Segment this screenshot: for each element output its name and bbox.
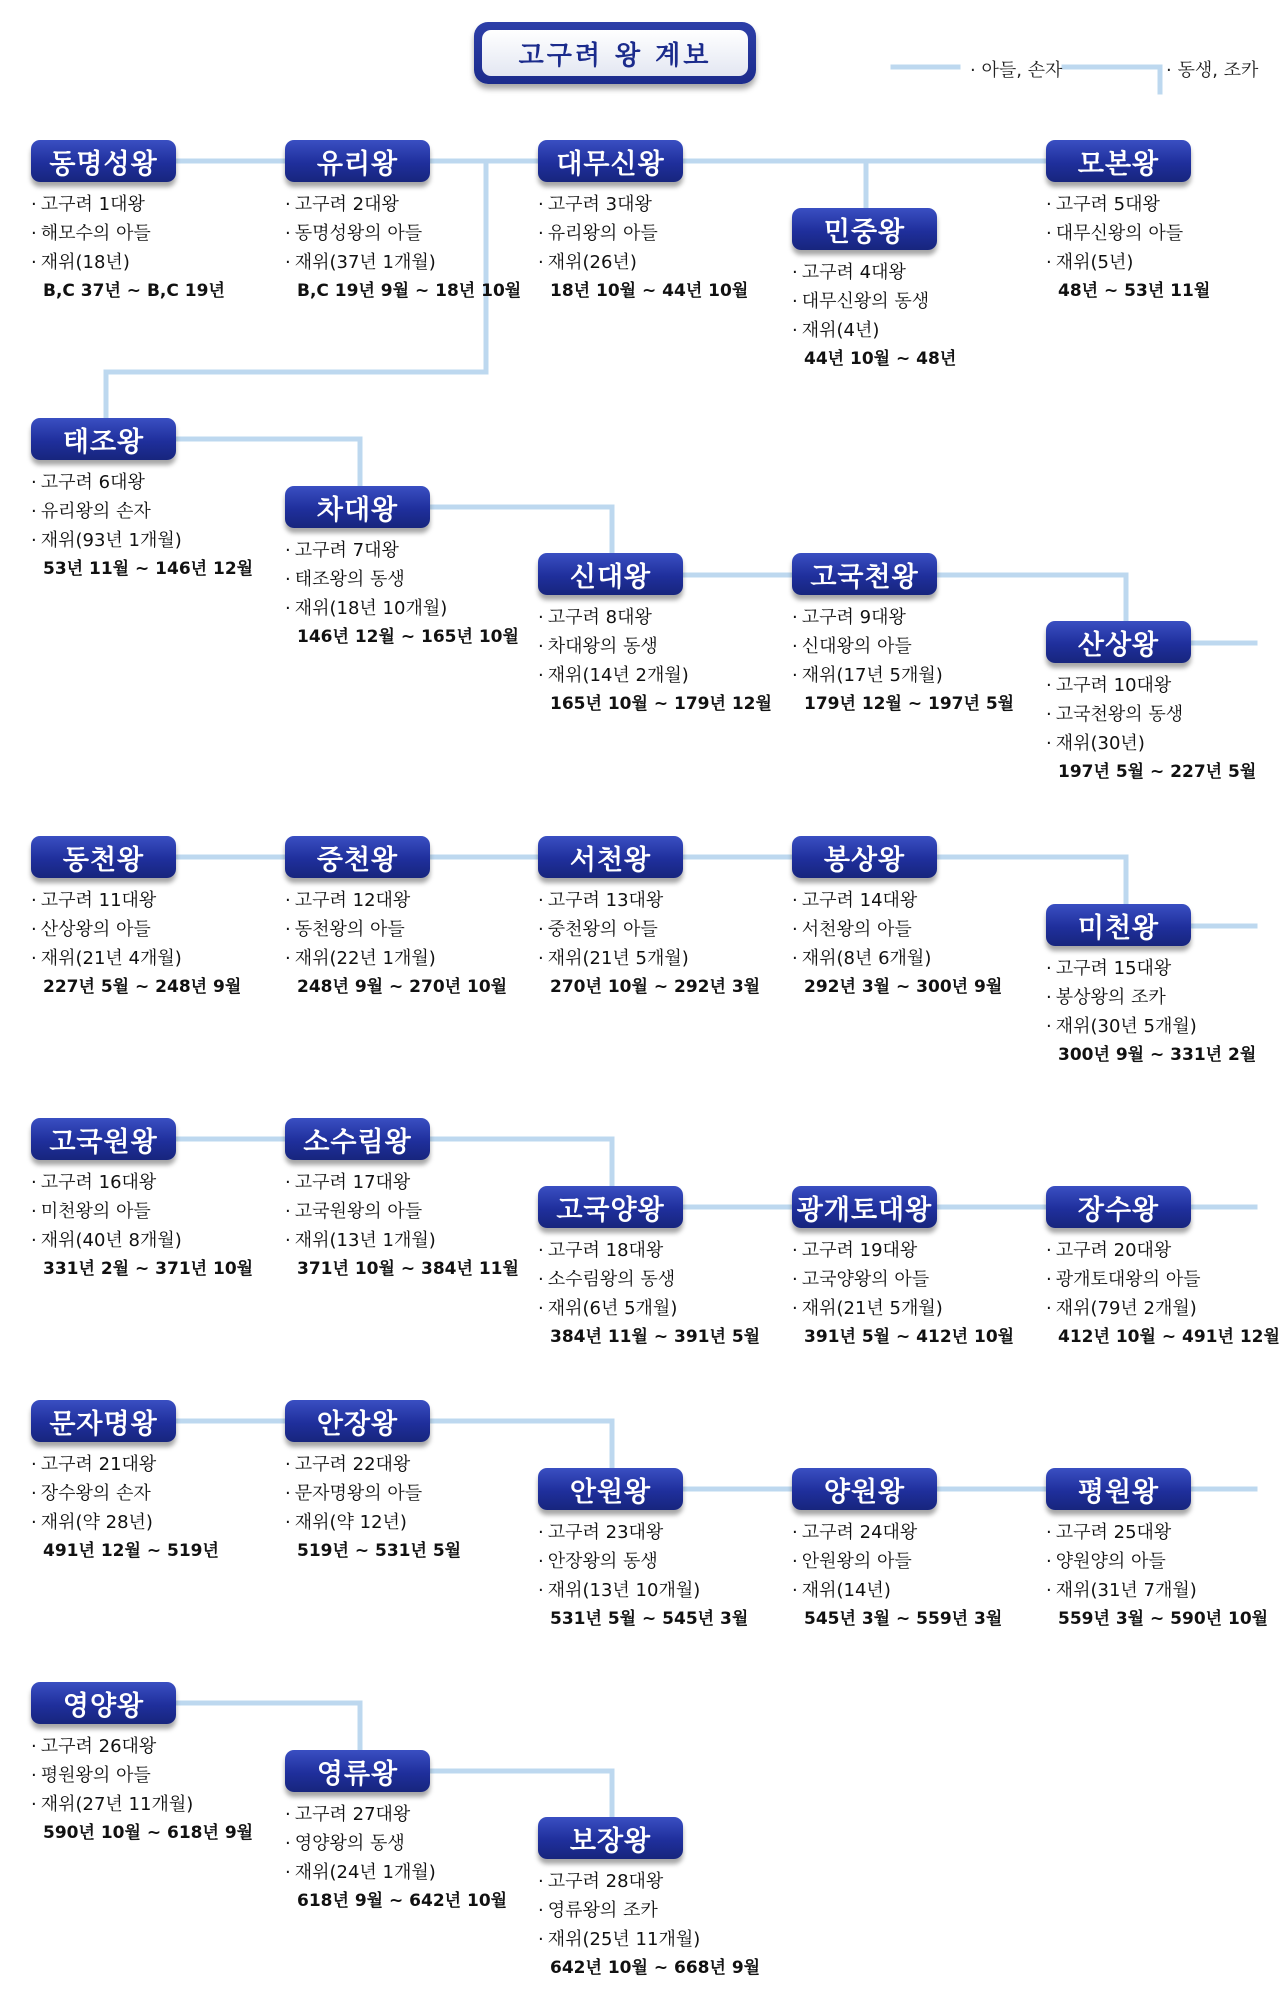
king-name-badge: 대무신왕 xyxy=(538,140,683,182)
king-period: 179년 12월 ~ 197년 5월 xyxy=(804,694,1015,714)
king-period: 53년 11월 ~ 146년 12월 xyxy=(43,559,254,579)
king-relation: · 양원양의 아들 xyxy=(1046,1551,1166,1572)
king-order: · 고구려 25대왕 xyxy=(1046,1522,1172,1543)
king-order: · 고구려 22대왕 xyxy=(285,1454,411,1475)
king-reign: · 재위(30년) xyxy=(1046,733,1145,754)
king-period: 292년 3월 ~ 300년 9월 xyxy=(804,977,1003,997)
king-reign: · 재위(93년 1개월) xyxy=(31,530,182,551)
king-reign: · 재위(27년 11개월) xyxy=(31,1794,194,1815)
king-relation: · 영류왕의 조카 xyxy=(538,1900,658,1921)
king-info xyxy=(1046,954,1256,1070)
king-period: B,C 37년 ~ B,C 19년 xyxy=(43,281,225,301)
king-order: · 고구려 19대왕 xyxy=(792,1240,918,1261)
king-name-badge: 광개토대왕 xyxy=(792,1186,937,1228)
king-relation: · 산상왕의 아들 xyxy=(31,919,151,940)
king-entry xyxy=(1046,1468,1268,1634)
king-period: 270년 10월 ~ 292년 3월 xyxy=(550,977,761,997)
king-info xyxy=(1046,1518,1268,1634)
king-order: · 고구려 15대왕 xyxy=(1046,958,1172,979)
king-info xyxy=(792,258,956,374)
king-entry xyxy=(31,418,253,584)
king-entry xyxy=(285,1118,519,1284)
king-entry xyxy=(285,486,519,652)
king-reign: · 재위(21년 5개월) xyxy=(792,1298,943,1319)
king-order: · 고구려 7대왕 xyxy=(285,540,399,561)
king-reign: · 재위(22년 1개월) xyxy=(285,948,436,969)
king-info xyxy=(31,1732,253,1848)
king-relation: · 봉상왕의 조카 xyxy=(1046,987,1166,1008)
king-order: · 고구려 27대왕 xyxy=(285,1804,411,1825)
king-period: 146년 12월 ~ 165년 10월 xyxy=(297,627,519,647)
king-name-badge: 산상왕 xyxy=(1046,621,1191,663)
king-relation: · 고국양왕의 아들 xyxy=(792,1269,930,1290)
king-order: · 고구려 16대왕 xyxy=(31,1172,157,1193)
king-reign: · 재위(25년 11개월) xyxy=(538,1929,701,1950)
king-period: 300년 9월 ~ 331년 2월 xyxy=(1058,1045,1257,1065)
king-info xyxy=(31,468,253,584)
king-name-badge: 중천왕 xyxy=(285,836,430,878)
king-relation: · 대무신왕의 아들 xyxy=(1046,223,1184,244)
king-info xyxy=(285,1800,507,1916)
king-reign: · 재위(26년) xyxy=(538,252,637,273)
king-name-badge: 고국천왕 xyxy=(792,553,937,595)
king-name-badge: 모본왕 xyxy=(1046,140,1191,182)
king-name-badge: 서천왕 xyxy=(538,836,683,878)
king-name-badge: 문자명왕 xyxy=(31,1400,176,1442)
king-name-badge: 영류왕 xyxy=(285,1750,430,1792)
king-entry xyxy=(538,1186,760,1352)
king-info xyxy=(792,1518,1002,1634)
king-order: · 고구려 5대왕 xyxy=(1046,194,1160,215)
king-name-badge: 태조왕 xyxy=(31,418,176,460)
king-info xyxy=(285,1168,519,1284)
king-reign: · 재위(18년 10개월) xyxy=(285,598,448,619)
king-order: · 고구려 11대왕 xyxy=(31,890,157,911)
king-reign: · 재위(14년 2개월) xyxy=(538,665,689,686)
king-name-badge: 영양왕 xyxy=(31,1682,176,1724)
king-period: 331년 2월 ~ 371년 10월 xyxy=(43,1259,254,1279)
king-name-badge: 소수림왕 xyxy=(285,1118,430,1160)
king-period: 618년 9월 ~ 642년 10월 xyxy=(297,1891,508,1911)
king-reign: · 재위(30년 5개월) xyxy=(1046,1016,1197,1037)
king-info xyxy=(31,886,241,1002)
king-entry xyxy=(792,208,956,374)
king-relation: · 안장왕의 동생 xyxy=(538,1551,658,1572)
king-relation: · 영양왕의 동생 xyxy=(285,1833,405,1854)
page-title: 고구려 왕 계보 xyxy=(482,30,748,76)
king-relation: · 광개토대왕의 아들 xyxy=(1046,1269,1201,1290)
king-order: · 고구려 14대왕 xyxy=(792,890,918,911)
king-period: 545년 3월 ~ 559년 3월 xyxy=(804,1609,1003,1629)
king-order: · 고구려 4대왕 xyxy=(792,262,906,283)
king-order: · 고구려 1대왕 xyxy=(31,194,145,215)
king-info xyxy=(31,1450,219,1566)
king-period: 519년 ~ 531년 5월 xyxy=(297,1541,462,1561)
king-reign: · 재위(13년 10개월) xyxy=(538,1580,701,1601)
king-order: · 고구려 6대왕 xyxy=(31,472,145,493)
king-relation: · 미천왕의 아들 xyxy=(31,1201,151,1222)
king-entry xyxy=(538,836,760,1002)
king-period: 197년 5월 ~ 227년 5월 xyxy=(1058,762,1257,782)
king-reign: · 재위(31년 7개월) xyxy=(1046,1580,1197,1601)
king-period: 227년 5월 ~ 248년 9월 xyxy=(43,977,242,997)
king-entry xyxy=(31,1400,219,1566)
king-reign: · 재위(79년 2개월) xyxy=(1046,1298,1197,1319)
king-info xyxy=(538,1236,760,1352)
king-relation: · 유리왕의 손자 xyxy=(31,501,151,522)
king-reign: · 재위(약 28년) xyxy=(31,1512,153,1533)
king-entry xyxy=(1046,621,1256,787)
king-info xyxy=(285,190,521,306)
king-relation: · 안원왕의 아들 xyxy=(792,1551,912,1572)
king-period: 642년 10월 ~ 668년 9월 xyxy=(550,1958,761,1978)
king-name-badge: 봉상왕 xyxy=(792,836,937,878)
legend-son-label: · 아들, 손자 xyxy=(970,60,1063,81)
king-entry xyxy=(538,1468,748,1634)
king-reign: · 재위(18년) xyxy=(31,252,130,273)
king-order: · 고구려 26대왕 xyxy=(31,1736,157,1757)
king-order: · 고구려 24대왕 xyxy=(792,1522,918,1543)
king-entry xyxy=(1046,1186,1280,1352)
king-info xyxy=(1046,1236,1280,1352)
title-box xyxy=(474,22,756,84)
king-period: 248년 9월 ~ 270년 10월 xyxy=(297,977,508,997)
king-reign: · 재위(4년) xyxy=(792,320,880,341)
king-period: 590년 10월 ~ 618년 9월 xyxy=(43,1823,254,1843)
king-name-badge: 장수왕 xyxy=(1046,1186,1191,1228)
king-entry xyxy=(792,836,1002,1002)
king-info xyxy=(792,886,1002,1002)
king-entry xyxy=(1046,904,1256,1070)
king-relation: · 태조왕의 동생 xyxy=(285,569,405,590)
king-reign: · 재위(37년 1개월) xyxy=(285,252,436,273)
king-entry xyxy=(285,140,521,306)
king-entry xyxy=(538,1817,760,1983)
king-relation: · 중천왕의 아들 xyxy=(538,919,658,940)
king-name-badge: 안장왕 xyxy=(285,1400,430,1442)
king-order: · 고구려 12대왕 xyxy=(285,890,411,911)
legend-sibling-label: · 동생, 조카 xyxy=(1166,60,1259,81)
king-name-badge: 차대왕 xyxy=(285,486,430,528)
king-name-badge: 동천왕 xyxy=(31,836,176,878)
king-relation: · 서천왕의 아들 xyxy=(792,919,912,940)
king-entry xyxy=(1046,140,1210,306)
king-entry xyxy=(792,1468,1002,1634)
king-period: 384년 11월 ~ 391년 5월 xyxy=(550,1327,761,1347)
king-entry xyxy=(792,553,1014,719)
king-relation: · 해모수의 아들 xyxy=(31,223,151,244)
king-reign: · 재위(8년 6개월) xyxy=(792,948,932,969)
king-info xyxy=(792,603,1014,719)
king-period: 531년 5월 ~ 545년 3월 xyxy=(550,1609,749,1629)
king-reign: · 재위(40년 8개월) xyxy=(31,1230,182,1251)
king-entry xyxy=(792,1186,1014,1352)
king-relation: · 대무신왕의 동생 xyxy=(792,291,930,312)
king-relation: · 동천왕의 아들 xyxy=(285,919,405,940)
king-relation: · 차대왕의 동생 xyxy=(538,636,658,657)
king-period: 491년 12월 ~ 519년 xyxy=(43,1541,219,1561)
king-name-badge: 보장왕 xyxy=(538,1817,683,1859)
king-period: 412년 10월 ~ 491년 12월 xyxy=(1058,1327,1280,1347)
king-order: · 고구려 21대왕 xyxy=(31,1454,157,1475)
king-relation: · 문자명왕의 아들 xyxy=(285,1483,423,1504)
king-info xyxy=(285,536,519,652)
king-period: 165년 10월 ~ 179년 12월 xyxy=(550,694,772,714)
king-order: · 고구려 20대왕 xyxy=(1046,1240,1172,1261)
king-period: 18년 10월 ~ 44년 10월 xyxy=(550,281,749,301)
king-info xyxy=(538,1867,760,1983)
king-reign: · 재위(13년 1개월) xyxy=(285,1230,436,1251)
king-relation: · 장수왕의 손자 xyxy=(31,1483,151,1504)
king-period: 371년 10월 ~ 384년 11월 xyxy=(297,1259,519,1279)
king-relation: · 유리왕의 아들 xyxy=(538,223,658,244)
king-relation: · 신대왕의 아들 xyxy=(792,636,912,657)
king-order: · 고구려 2대왕 xyxy=(285,194,399,215)
king-info xyxy=(285,886,507,1002)
king-period: 391년 5월 ~ 412년 10월 xyxy=(804,1327,1015,1347)
king-entry xyxy=(285,1400,461,1566)
king-relation: · 평원왕의 아들 xyxy=(31,1765,151,1786)
king-info xyxy=(1046,190,1210,306)
king-info xyxy=(538,190,748,306)
king-reign: · 재위(24년 1개월) xyxy=(285,1862,436,1883)
king-name-badge: 고국양왕 xyxy=(538,1186,683,1228)
king-reign: · 재위(21년 5개월) xyxy=(538,948,689,969)
king-period: 44년 10월 ~ 48년 xyxy=(804,349,957,369)
king-info xyxy=(285,1450,461,1566)
king-reign: · 재위(약 12년) xyxy=(285,1512,407,1533)
king-reign: · 재위(14년) xyxy=(792,1580,891,1601)
king-order: · 고구려 28대왕 xyxy=(538,1871,664,1892)
king-info xyxy=(1046,671,1256,787)
king-name-badge: 유리왕 xyxy=(285,140,430,182)
king-name-badge: 고국원왕 xyxy=(31,1118,176,1160)
king-entry xyxy=(285,836,507,1002)
king-entry xyxy=(285,1750,507,1916)
king-reign: · 재위(6년 5개월) xyxy=(538,1298,678,1319)
king-order: · 고구려 13대왕 xyxy=(538,890,664,911)
king-name-badge: 민중왕 xyxy=(792,208,937,250)
king-relation: · 동명성왕의 아들 xyxy=(285,223,423,244)
king-info xyxy=(31,1168,253,1284)
king-reign: · 재위(17년 5개월) xyxy=(792,665,943,686)
king-order: · 고구려 3대왕 xyxy=(538,194,652,215)
king-relation: · 고국원왕의 아들 xyxy=(285,1201,423,1222)
king-period: 559년 3월 ~ 590년 10월 xyxy=(1058,1609,1269,1629)
king-info xyxy=(31,190,225,306)
king-reign: · 재위(5년) xyxy=(1046,252,1134,273)
king-name-badge: 양원왕 xyxy=(792,1468,937,1510)
king-name-badge: 신대왕 xyxy=(538,553,683,595)
king-entry xyxy=(31,1118,253,1284)
king-name-badge: 평원왕 xyxy=(1046,1468,1191,1510)
king-info xyxy=(538,1518,748,1634)
king-name-badge: 안원왕 xyxy=(538,1468,683,1510)
king-info xyxy=(538,603,772,719)
king-relation: · 소수림왕의 동생 xyxy=(538,1269,676,1290)
king-name-badge: 미천왕 xyxy=(1046,904,1191,946)
king-order: · 고구려 17대왕 xyxy=(285,1172,411,1193)
king-entry xyxy=(31,836,241,1002)
king-entry xyxy=(538,553,772,719)
king-info xyxy=(792,1236,1014,1352)
king-order: · 고구려 8대왕 xyxy=(538,607,652,628)
king-entry xyxy=(31,1682,253,1848)
king-info xyxy=(538,886,760,1002)
king-relation: · 고국천왕의 동생 xyxy=(1046,704,1184,725)
king-entry xyxy=(31,140,225,306)
king-period: 48년 ~ 53년 11월 xyxy=(1058,281,1211,301)
king-entry xyxy=(538,140,748,306)
king-order: · 고구려 9대왕 xyxy=(792,607,906,628)
king-order: · 고구려 18대왕 xyxy=(538,1240,664,1261)
king-order: · 고구려 23대왕 xyxy=(538,1522,664,1543)
king-period: B,C 19년 9월 ~ 18년 10월 xyxy=(297,281,522,301)
king-name-badge: 동명성왕 xyxy=(31,140,176,182)
king-reign: · 재위(21년 4개월) xyxy=(31,948,182,969)
king-order: · 고구려 10대왕 xyxy=(1046,675,1172,696)
